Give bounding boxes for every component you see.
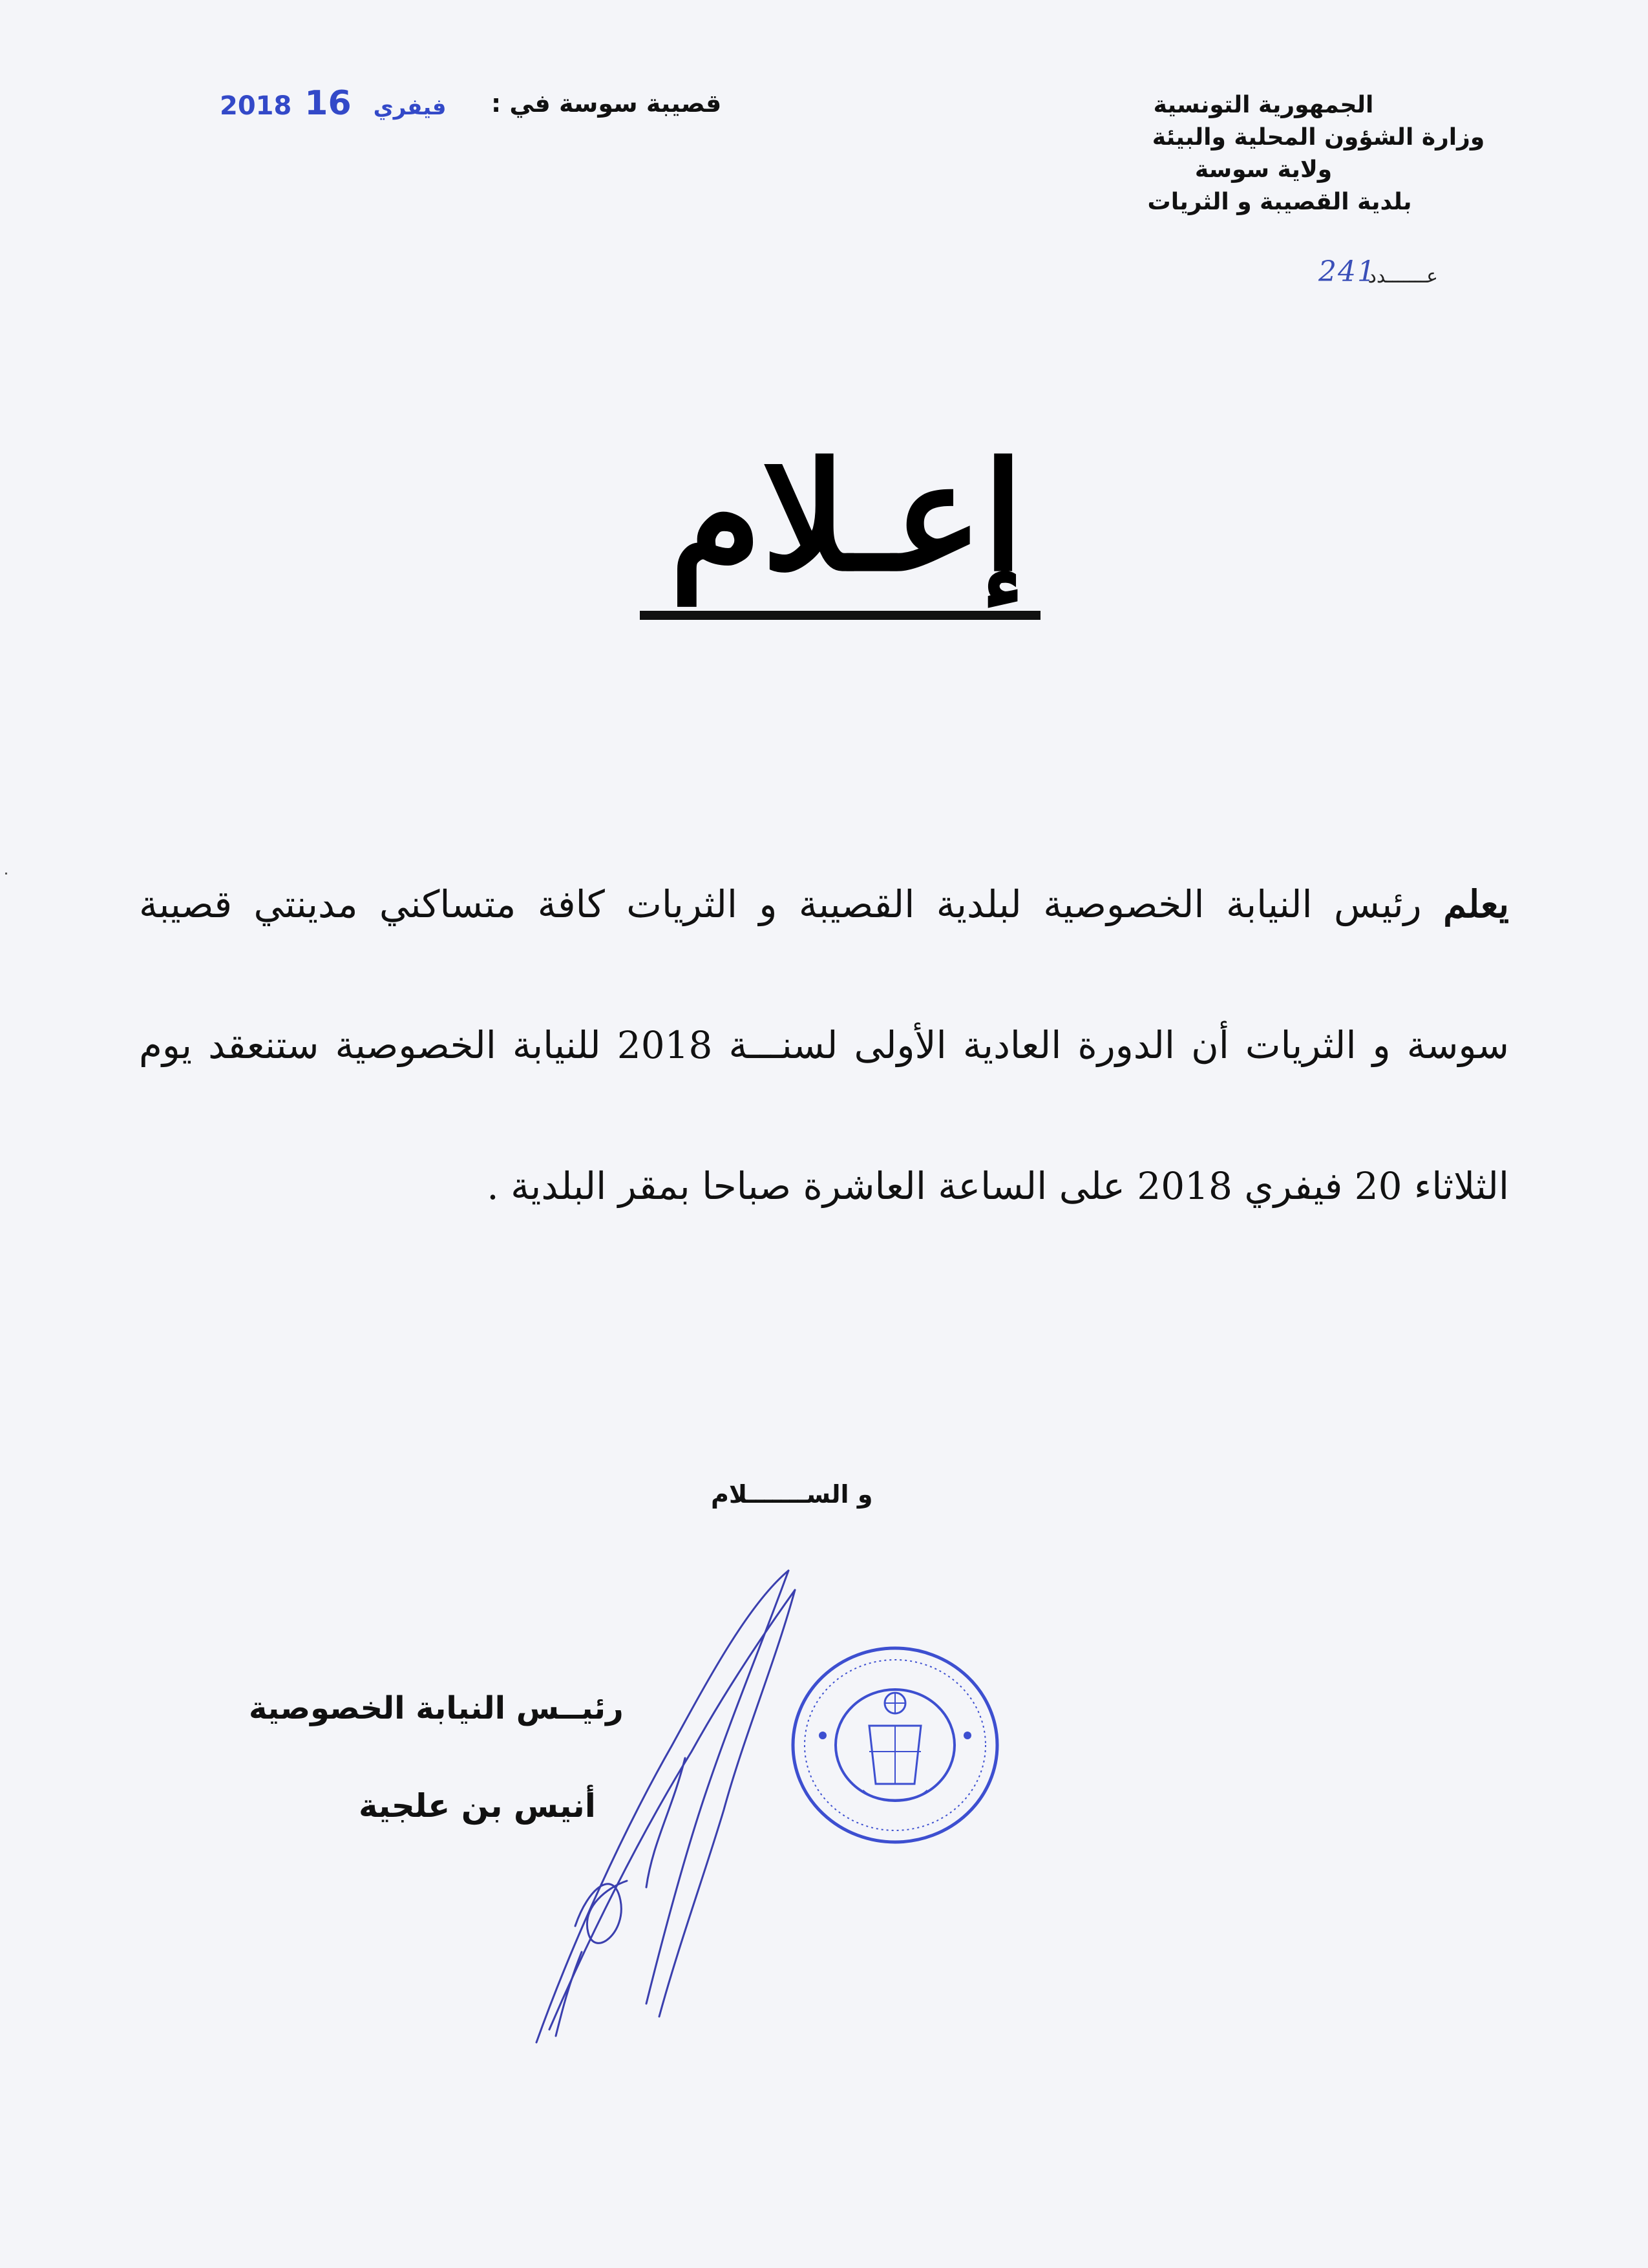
reference-prefix: عـــــــدد (1368, 265, 1438, 288)
header-municipality: بلدية القصيبة و الثريات (1147, 189, 1412, 215)
date-stamp-year: 2018 (220, 91, 292, 121)
scan-margin-dot (5, 873, 7, 874)
notice-text: رئيس النيابة الخصوصية لبلدية القصيبة و الثريات كافة متساكني مدينتي قصيبة سوسة و الثريات أن الدورة العادية الأولى لسنـــة 2018 للنيابة الخصوصية ستنعقد يوم الثلاثاء 20 فيفري 2018 على الساعة العاشرة صباحا بمقر البلدية . (139, 882, 1510, 1208)
place-date-label: قصيبة سوسة في : (491, 89, 722, 118)
official-seal (785, 1642, 1005, 1849)
signatory-title: رئيــس النيابة الخصوصية (249, 1690, 624, 1726)
title-underline (640, 611, 1041, 620)
document-title: إعـلام (669, 430, 1024, 604)
closing-salutation: و الســـــــلام (711, 1480, 873, 1509)
header-republic: الجمهورية التونسية (1153, 92, 1374, 118)
notice-body (139, 834, 1509, 1256)
header-authority-block (1044, 89, 1509, 218)
signatory-name: أنيس بن علجية (359, 1787, 596, 1825)
header-ministry: وزارة الشؤون المحلية والبيئة (1152, 124, 1485, 151)
notice-lead-word: يعلم (1443, 882, 1509, 926)
reference-number: 241 (1318, 255, 1377, 288)
date-stamp-month: فيفري (373, 94, 447, 120)
header-governorate: ولاية سوسة (1194, 156, 1333, 183)
date-stamp-day: 16 (304, 84, 352, 123)
date-stamp (220, 84, 456, 123)
